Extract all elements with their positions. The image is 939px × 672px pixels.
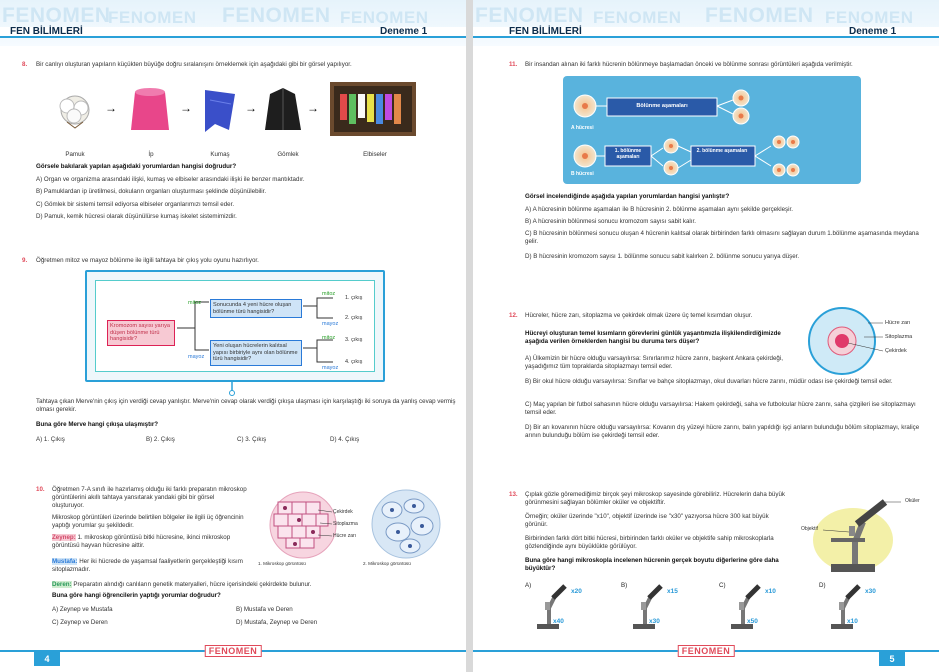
q12-option-c[interactable]: C) Maç yapılan bir futbol sahasının hücre olduğu varsayılırsa: Hakem çekirdeği, saha ve futbolcular hücre zarını, saha çizgileri ise sitoplazmayı temsil eder. xyxy=(525,401,916,416)
q12-label: Sitoplazma xyxy=(885,334,913,340)
exam-title: Deneme 1 xyxy=(380,26,428,37)
q13-option-b[interactable] xyxy=(621,582,711,634)
objektif-value: x50 xyxy=(747,618,758,625)
q9-option-a[interactable]: A) 1. Çıkış xyxy=(36,436,65,443)
q13-option-c[interactable] xyxy=(719,582,809,634)
q9-option-b[interactable]: B) 2. Çıkış xyxy=(146,436,175,443)
q11-option-d[interactable]: D) B hücresinin kromozom sayısı 1. bölünme sonucu sabit kalırken 2. bölünme sonucu yarıya düşer. xyxy=(525,253,800,260)
q8-option-c[interactable]: C) Gömlek bir sistemi temsil ediyorsa elbiseler organlarımızı temsil eder. xyxy=(36,201,235,208)
q10-deren xyxy=(52,581,412,589)
objektif-value: x40 xyxy=(553,618,564,625)
watermark: FENOMEN xyxy=(222,4,331,27)
q11-question: Görsel incelendiğinde aşağıda yapılan yorumlardan hangisi yanlıştır? xyxy=(525,193,730,200)
q10-option-c[interactable]: C) Zeynep ve Deren xyxy=(52,619,108,626)
q13-stem xyxy=(509,491,790,507)
footer-logo: FENOMEN xyxy=(205,645,262,657)
q11-stage2: 2. bölünme aşamaları xyxy=(696,148,748,154)
q8-option-d[interactable]: D) Pamuk, kemik hücresi olarak düşünülürse kumaş iskelet sistemimizdir. xyxy=(36,213,237,220)
q11-option-a[interactable]: A) A hücresinin bölünme aşamaları ile B hücresinin 2. bölünme aşamaları aynı şekilde gerçekleşir. xyxy=(525,206,793,213)
q13-microscope-image xyxy=(793,492,911,578)
watermark: FENOMEN xyxy=(593,8,682,27)
q11-stages: Bölünme aşamaları xyxy=(636,103,688,109)
header-watermark-band xyxy=(0,0,466,46)
q13-text2: Örneğin; oküler üzerinde "x10", objektif üzerinde ise "x30" yazıyorsa hücre 300 kat büyük görünür. xyxy=(525,513,769,528)
right-page xyxy=(473,0,939,672)
q13-option-d[interactable] xyxy=(819,582,909,634)
q9-exit: 4. çıkış xyxy=(345,359,363,365)
q10-option-a[interactable]: A) Zeynep ve Mustafa xyxy=(52,606,113,613)
q10-caption: 1. Mikroskop görüntüsü xyxy=(258,561,306,566)
q10-img-label: Çekirdek xyxy=(333,509,353,515)
option-letter: A) xyxy=(525,582,532,589)
q9-text2: Tahtaya çıkan Merve'nin çıkış için verdiği cevap yanlıştır. Merve'nin cevap olarak verdiği çıkışa ulaşması için karşılaştığı iki soruya da yanlış cevap vermiş olması gerekir. xyxy=(36,398,456,413)
q10-stem xyxy=(36,486,247,510)
q9-board-stand xyxy=(228,381,236,397)
q8-image-sequence xyxy=(45,80,465,152)
watermark: FENOMEN xyxy=(475,4,584,27)
question-number: 8. xyxy=(22,61,28,68)
subject-title: FEN BİLİMLERİ xyxy=(509,26,582,37)
q13-text: Çıplak gözle göremediğimiz birçok şeyi mikroskop sayesinde görebiliriz. Hücrelerin daha büyük görünmesini sağlayan bölümler oküler ve objektiftir. xyxy=(525,491,785,506)
svg-text:→: → xyxy=(180,101,192,115)
q12-question: Hücreyi oluşturan temel kısımların görevlerini günlük yaşantımızla ilişkilendirdiğimizde aşağıda verilen örneklerden hangisi bu duruma ters düşer? xyxy=(525,330,781,345)
q10-option-b[interactable]: B) Mustafa ve Deren xyxy=(236,606,293,613)
q12-label: Hücre zarı xyxy=(885,320,911,326)
q9-option-d[interactable]: D) 4. Çıkış xyxy=(330,436,360,443)
q9-mitoz-label: mitoz xyxy=(322,291,336,297)
q8-option-a[interactable]: A) Organ ve organizma arasındaki ilişki, kumaş ve elbiseler arasındaki ilişki ile benzer mantıktadır. xyxy=(36,176,305,183)
svg-text:→: → xyxy=(105,101,117,115)
q9-question: Buna göre Merve hangi çıkışa ulaşmıştır? xyxy=(36,421,159,428)
q10-microscope-2 xyxy=(370,488,442,560)
objektif-value: x30 xyxy=(649,618,660,625)
q10-option-d[interactable]: D) Mustafa, Zeynep ve Deren xyxy=(236,619,318,626)
q10-img-label: Hücre zarı xyxy=(333,533,357,539)
q9-exit: 3. çıkış xyxy=(345,337,363,343)
exam-title: Deneme 1 xyxy=(849,26,897,37)
watermark: FENOMEN xyxy=(2,4,111,27)
q11-cell-a: A hücresi xyxy=(571,125,594,131)
q8-label: Pamuk xyxy=(65,151,85,158)
objektif-value: x10 xyxy=(847,618,858,625)
q11-cell-b: B hücresi xyxy=(571,171,594,177)
svg-text:→: → xyxy=(245,101,257,115)
q8-label: Elbiseler xyxy=(363,151,387,158)
q9-stem xyxy=(22,257,456,265)
q10-img-label: Sitoplazma xyxy=(333,521,358,527)
option-letter: C) xyxy=(719,582,726,589)
svg-text:→: → xyxy=(307,101,319,115)
q8-label: Kumaş xyxy=(210,151,230,158)
q9-box1: Sonucunda 4 yeni hücre oluşan bölünme türü hangisidir? xyxy=(210,299,302,318)
question-number: 10. xyxy=(36,486,45,493)
student-comment: Her iki hücrede de yaşamsal faaliyetlerin gerçekleştiği kısım sitoplazmadır. xyxy=(52,558,243,573)
q9-mayoz-label: mayoz xyxy=(322,321,339,327)
q10-caption: 2. Mikroskop görüntüsü xyxy=(363,561,411,566)
q9-mayoz-label: mayoz xyxy=(188,354,205,360)
q13-objektif-label: Objektif xyxy=(801,526,818,532)
q9-start-box: Kromozom sayısı yarıya düşen bölünme türü hangisidir? xyxy=(107,320,175,346)
student-comment: 1. mikroskop görüntüsü bitki hücresine, ikinci mikroskop görüntüsü hayvan hücresine aittir. xyxy=(52,534,231,549)
watermark: FENOMEN xyxy=(340,8,429,27)
question-number: 13. xyxy=(509,491,518,498)
q9-option-c[interactable]: C) 3. Çıkış xyxy=(237,436,267,443)
q10-zeynep xyxy=(52,534,247,550)
q9-mayoz-label: mayoz xyxy=(322,365,339,371)
option-letter: B) xyxy=(621,582,628,589)
q9-box2: Yeni oluşan hücrelerin kalıtsal yapısı birbiriyle aynı olan bölünme türü hangisidir? xyxy=(210,340,302,366)
q10-text2: Mikroskop görüntüleri üzerinde belirtilen bölgeler ile ilgili üç öğrencinin yaptığı yorumlar şu şekildedir. xyxy=(52,514,244,529)
okuler-value: x30 xyxy=(865,588,876,595)
q9-mitoz-label: mitoz xyxy=(322,335,336,341)
q10-mustafa xyxy=(52,558,247,574)
q11-stem xyxy=(509,61,925,69)
footer-logo: FENOMEN xyxy=(678,645,735,657)
q11-option-c[interactable]: C) B hücresinin bölünmesi sonucu oluşan 4 hücrenin kalıtsal olarak birbirinden farklı olmasını sağlayan durum 1.bölünme aşamasında meydana gelir. xyxy=(525,230,919,245)
q13-option-a[interactable] xyxy=(525,582,615,634)
question-number: 12. xyxy=(509,312,518,319)
q13-question: Buna göre hangi mikroskopla incelenen hücrenin gerçek boyutu diğerlerine göre daha büyüktür? xyxy=(525,557,779,572)
student-name: Mustafa: xyxy=(52,558,78,565)
q12-label: Çekirdek xyxy=(885,348,907,354)
page-number: 4 xyxy=(34,652,60,666)
q9-mitoz-label: mitoz xyxy=(188,300,202,306)
q10-text: Öğretmen 7-A sınıfı ile hazırlamış olduğu iki farklı preparatın mikroskop görüntülerini akıllı tahtaya yansıtarak yandaki gibi bir görsel oluşturuyor. xyxy=(52,486,247,509)
header-watermark-band xyxy=(473,0,939,46)
q8-question: Görsele bakılarak yapılan aşağıdaki yorumlardan hangisi doğrudur? xyxy=(36,163,237,170)
q9-exit: 1. çıkış xyxy=(345,295,363,301)
q11-text: Bir insandan alınan iki farklı hücrenin bölünmeye başlamadan önceki ve bölünme sonrası görüntüleri aşağıda verilmiştir. xyxy=(525,61,853,68)
okuler-value: x20 xyxy=(571,588,582,595)
student-name: Zeynep: xyxy=(52,534,76,541)
question-number: 9. xyxy=(22,257,28,264)
okuler-value: x10 xyxy=(765,588,776,595)
q10-question: Buna göre hangi öğrencilerin yaptığı yorumlar doğrudur? xyxy=(52,592,221,599)
q8-option-b[interactable]: B) Pamuklardan ip üretilmesi, dokuların organları oluşturması şeklinde düşünülebilir. xyxy=(36,188,267,195)
q13-text3: Birbirinden farklı dört bitki hücresi, birbirinden farklı oküler ve objektife sahip mikroskoplarla gözlendiğinde aynı büyüklükte görülüyor. xyxy=(525,535,774,550)
subject-title: FEN BİLİMLERİ xyxy=(10,26,83,37)
q8-label: İp xyxy=(148,151,154,158)
q9-text: Öğretmen mitoz ve mayoz bölünme ile ilgili tahtaya bir çıkış yolu oyunu hazırlıyor. xyxy=(36,257,259,264)
q8-text: Bir canlıyı oluşturan yapıların küçükten büyüğe doğru sıralanışını örneklemek için aşağıdaki gibi bir görsel yapılıyor. xyxy=(36,61,352,68)
student-comment: Preparatın alındığı canlıların genetik materyalleri, hücre içerisindeki çekirdekte bulunur. xyxy=(73,581,312,588)
watermark: FENOMEN xyxy=(825,8,914,27)
option-letter: D) xyxy=(819,582,826,589)
q8-stem xyxy=(22,61,456,69)
q12-option-a[interactable]: A) Ülkemizin bir hücre olduğu varsayılırsa: Sınırlarımız hücre zarını, başkent Ankara çekirdeği, yaşadığımız tüm topraklarda sitoplazmayı temsil eder. xyxy=(525,355,783,370)
q11-diagram-drawing xyxy=(563,76,861,184)
page-number: 5 xyxy=(879,652,905,666)
q12-option-d[interactable]: D) Bir arı kovanının hücre olduğu varsayılırsa: Kovanın dış yüzeyi hücre zarını, balın yapıldığı işçi arıların bulunduğu bölüm sitoplazmayı, kraliçe arının bulunduğu bölüm ise çekirdeği temsil eder. xyxy=(525,424,920,439)
q13-okuler-label: Oküler xyxy=(905,498,920,504)
question-number: 11. xyxy=(509,61,518,68)
watermark: FENOMEN xyxy=(705,4,814,27)
student-name: Deren: xyxy=(52,581,72,588)
q9-exit: 2. çıkış xyxy=(345,315,363,321)
watermark: FENOMEN xyxy=(108,8,197,27)
q11-stage1: 1. bölünme aşamaları xyxy=(614,148,642,160)
left-page xyxy=(0,0,466,672)
q12-text: Hücreler, hücre zarı, sitoplazma ve çekirdek olmak üzere üç temel kısımdan oluşur. xyxy=(525,312,753,319)
q12-option-b[interactable]: B) Bir okul hücre olduğu varsayılırsa: Sınıflar ve bahçe sitoplazmayı, okul duvarları hücre zarını, müdür odası ise çekirdeği temsil eder. xyxy=(525,378,893,385)
q12-stem xyxy=(509,312,795,320)
q11-option-b[interactable]: B) A hücresinin bölünmesi sonucu kromozom sayısı sabit kalır. xyxy=(525,218,696,225)
okuler-value: x15 xyxy=(667,588,678,595)
q12-cell-image xyxy=(808,305,883,380)
q8-label: Gömlek xyxy=(277,151,299,158)
